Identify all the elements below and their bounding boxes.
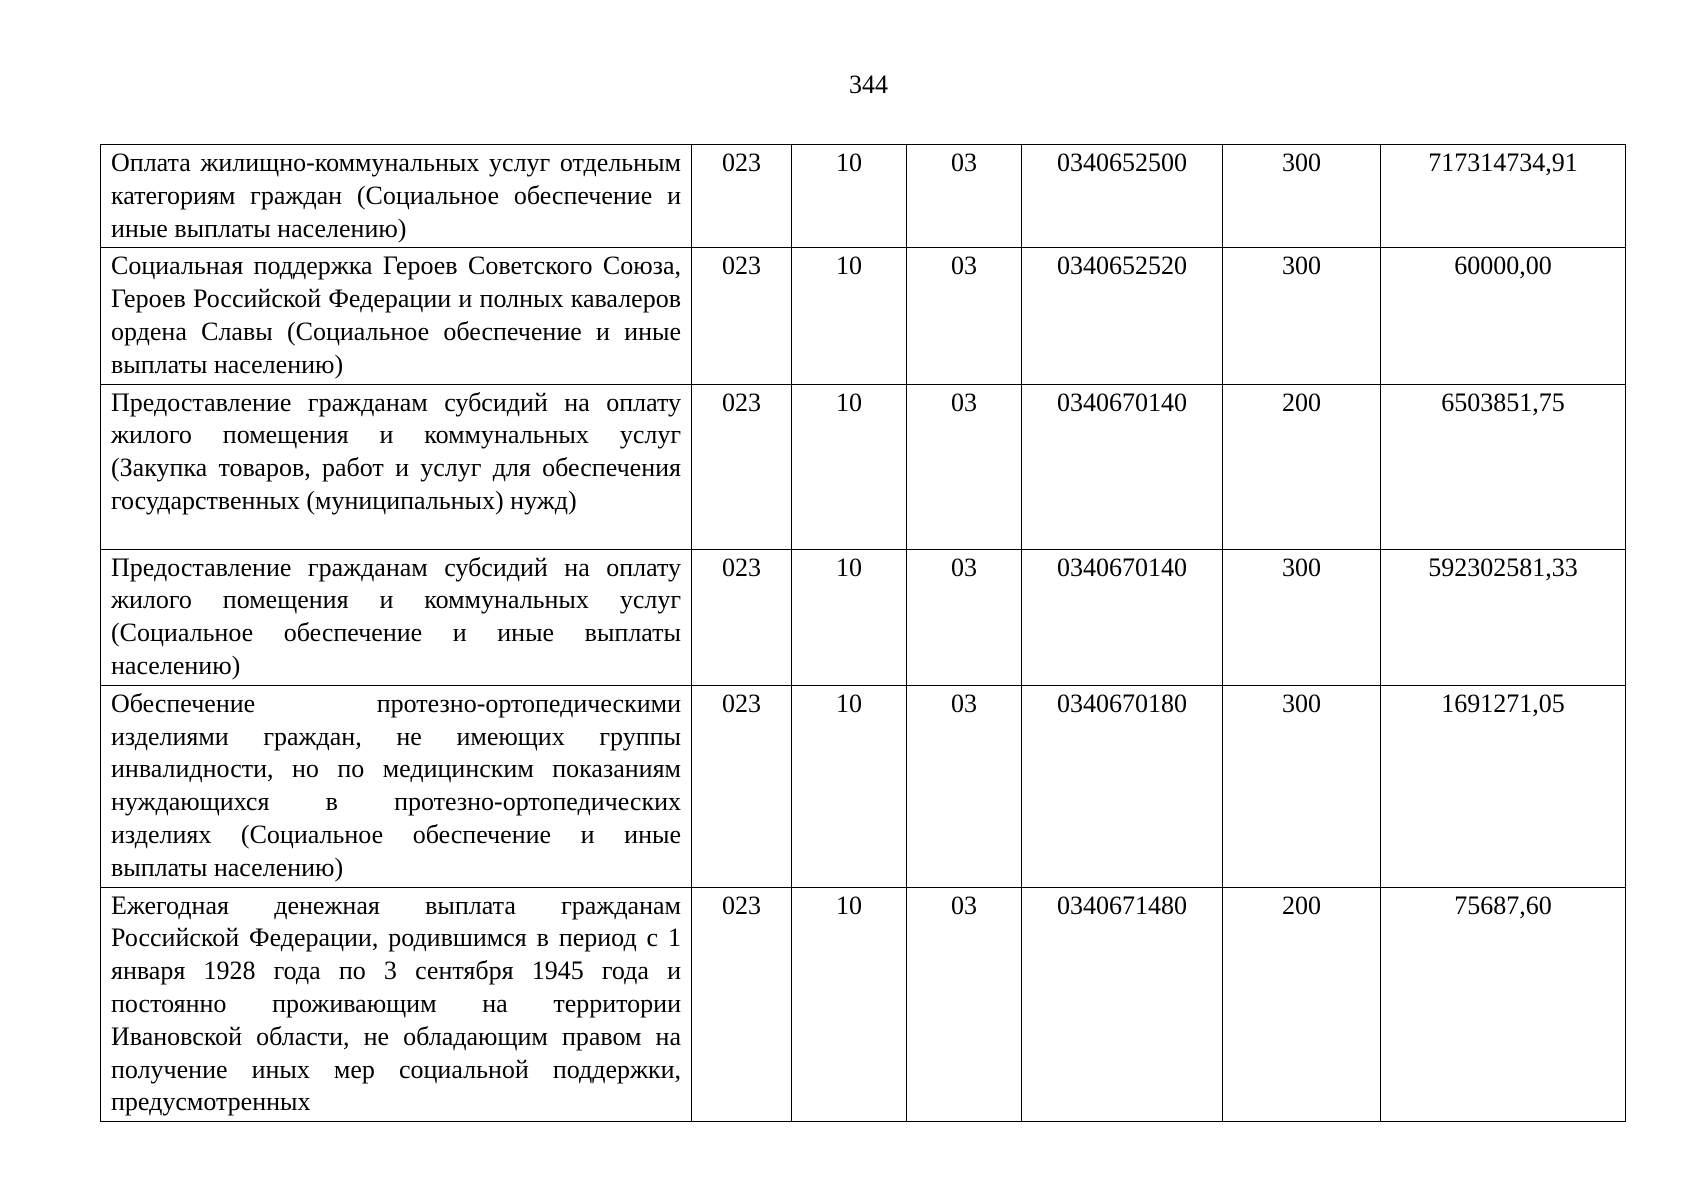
row-description: Предоставление гражданам субсидий на оплату жилого помещения и коммунальных услуг (Закупка товаров, работ и услуг для обеспечения государственных (муниципальных) нужд) <box>101 384 692 549</box>
row-ministry-code: 023 <box>692 887 792 1122</box>
row-ministry-code: 023 <box>692 384 792 549</box>
row-target-article: 0340652520 <box>1022 248 1223 384</box>
row-section-code: 10 <box>792 384 907 549</box>
row-amount: 60000,00 <box>1381 248 1626 384</box>
budget-table <box>100 144 1626 1122</box>
row-subsection-code: 03 <box>907 887 1022 1122</box>
table-row <box>101 384 1626 549</box>
row-section-code: 10 <box>792 248 907 384</box>
row-description: Социальная поддержка Героев Советского Союза, Героев Российской Федерации и полных кавалеров ордена Славы (Социальное обеспечение и иные выплаты населению) <box>101 248 692 384</box>
row-subsection-code: 03 <box>907 384 1022 549</box>
table-row <box>101 248 1626 384</box>
row-subsection-code: 03 <box>907 685 1022 887</box>
row-expense-type: 200 <box>1223 887 1381 1122</box>
row-amount: 717314734,91 <box>1381 145 1626 248</box>
row-description: Оплата жилищно-коммунальных услуг отдельным категориям граждан (Социальное обеспечение и иные выплаты населению) <box>101 145 692 248</box>
row-expense-type: 200 <box>1223 384 1381 549</box>
row-section-code: 10 <box>792 549 907 685</box>
table-row <box>101 145 1626 248</box>
row-section-code: 10 <box>792 887 907 1122</box>
row-target-article: 0340670140 <box>1022 549 1223 685</box>
row-expense-type: 300 <box>1223 248 1381 384</box>
row-section-code: 10 <box>792 685 907 887</box>
row-expense-type: 300 <box>1223 549 1381 685</box>
row-amount: 1691271,05 <box>1381 685 1626 887</box>
row-target-article: 0340671480 <box>1022 887 1223 1122</box>
row-subsection-code: 03 <box>907 549 1022 685</box>
row-description: Ежегодная денежная выплата гражданам Российской Федерации, родившимся в период с 1 января 1928 года по 3 сентября 1945 года и постоянно проживающим на территории Ивановской области, не обладающим правом на получение иных мер социальной поддержки, предусмотренных <box>101 887 692 1122</box>
row-target-article: 0340670140 <box>1022 384 1223 549</box>
table-row <box>101 887 1626 1122</box>
table-row <box>101 549 1626 685</box>
row-description: Обеспечение протезно-ортопедическими изделиями граждан, не имеющих группы инвалидности, но по медицинским показаниям нуждающихся в протезно-ортопедических изделиях (Социальное обеспечение и иные выплаты населению) <box>101 685 692 887</box>
row-target-article: 0340670180 <box>1022 685 1223 887</box>
row-ministry-code: 023 <box>692 145 792 248</box>
row-subsection-code: 03 <box>907 248 1022 384</box>
page-number: 344 <box>849 70 888 99</box>
row-description: Предоставление гражданам субсидий на оплату жилого помещения и коммунальных услуг (Социальное обеспечение и иные выплаты населению) <box>101 549 692 685</box>
row-expense-type: 300 <box>1223 685 1381 887</box>
row-section-code: 10 <box>792 145 907 248</box>
row-amount: 6503851,75 <box>1381 384 1626 549</box>
table-row <box>101 685 1626 887</box>
row-ministry-code: 023 <box>692 685 792 887</box>
row-ministry-code: 023 <box>692 549 792 685</box>
row-ministry-code: 023 <box>692 248 792 384</box>
row-amount: 592302581,33 <box>1381 549 1626 685</box>
row-subsection-code: 03 <box>907 145 1022 248</box>
row-target-article: 0340652500 <box>1022 145 1223 248</box>
row-expense-type: 300 <box>1223 145 1381 248</box>
row-amount: 75687,60 <box>1381 887 1626 1122</box>
